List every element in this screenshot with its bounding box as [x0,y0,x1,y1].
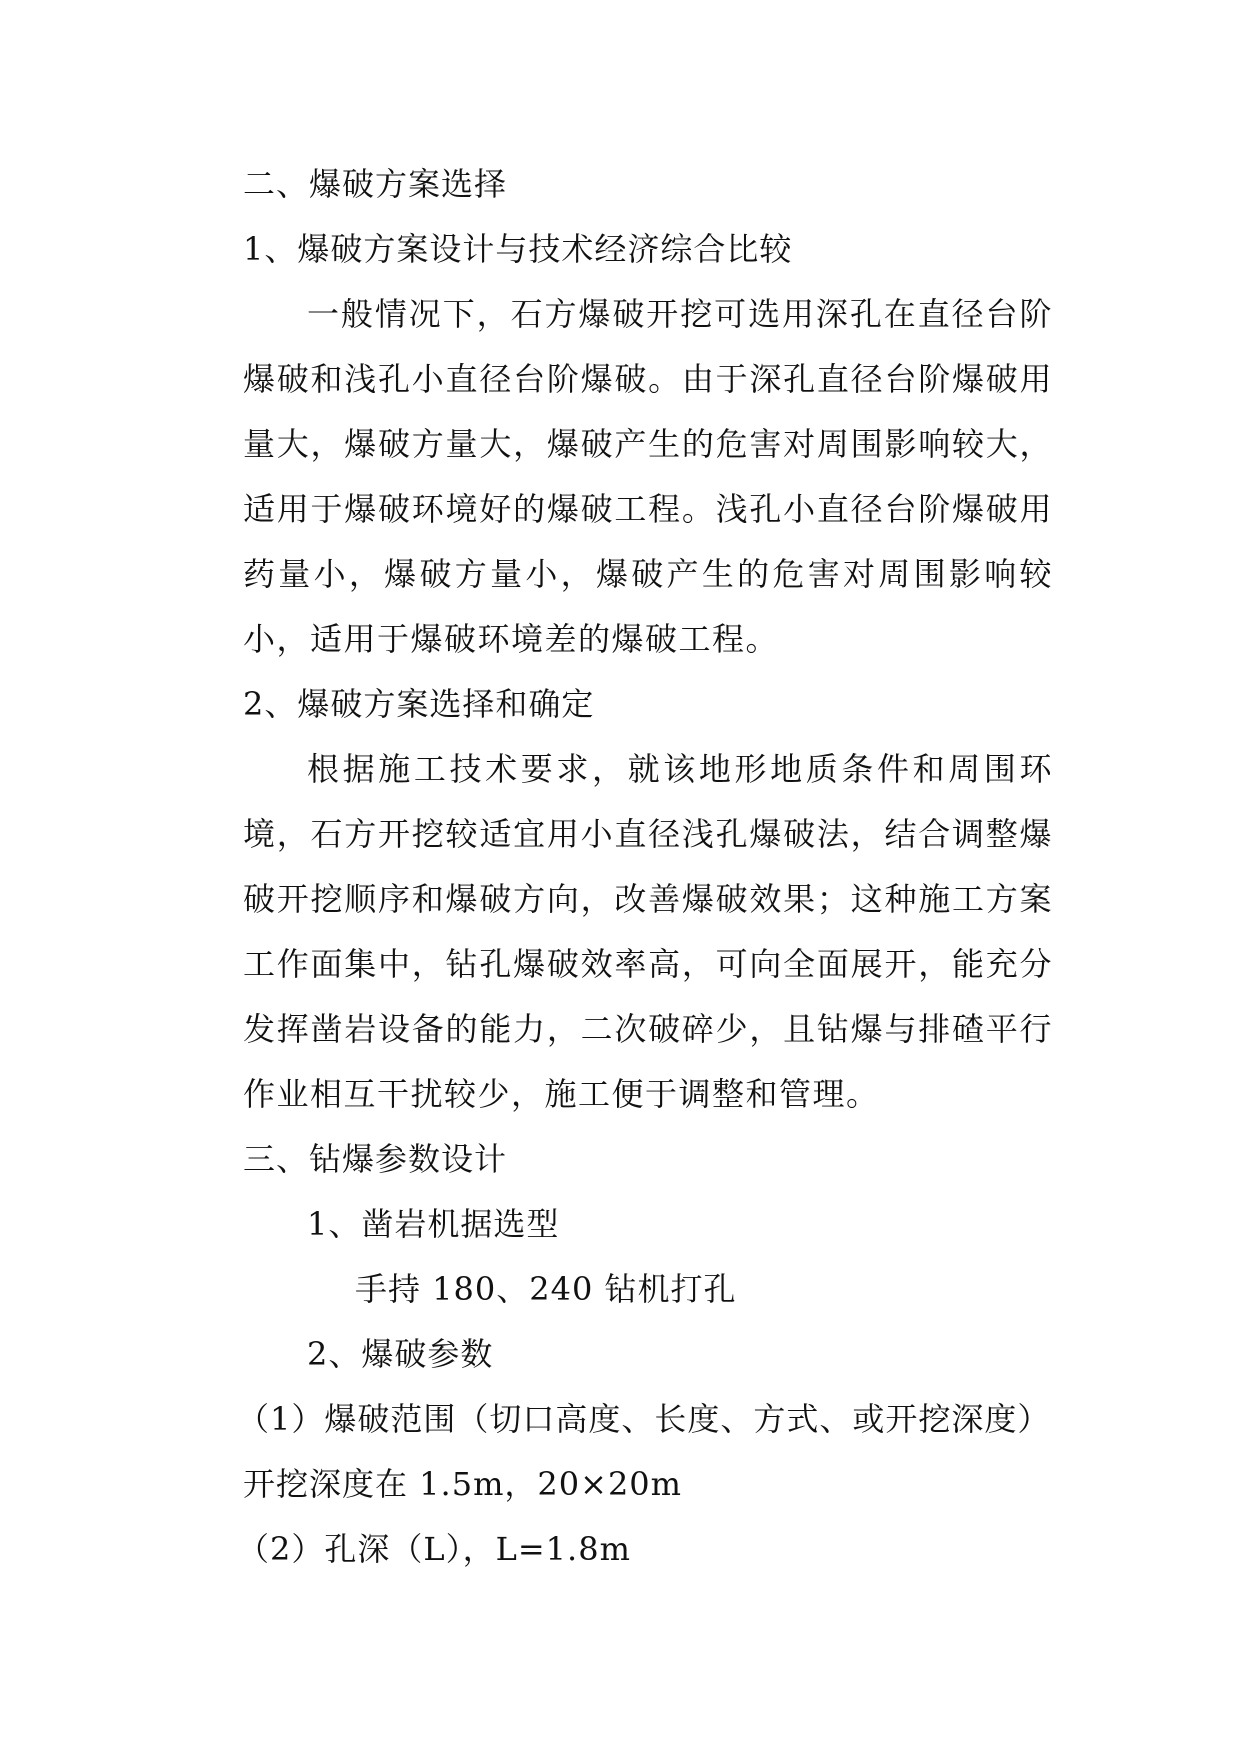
item-heading-blasting-params: 2、爆破参数 [307,1335,494,1373]
param-text-excavation-depth: 开挖深度在 1.5m，20×20m [243,1465,683,1503]
param-text-hole-depth: （2）孔深（L），L=1.8m [237,1530,631,1568]
subsection-heading-comparison: 1、爆破方案设计与技术经济综合比较 [243,230,793,268]
subsection-heading-selection: 2、爆破方案选择和确定 [243,685,595,723]
item-text-drill-selection: 手持 180、240 钻机打孔 [355,1270,737,1308]
paragraph-selection: 根据施工技术要求，就该地形地质条件和周围环境，石方开挖较适宜用小直径浅孔爆破法，结合调整爆破开挖顺序和爆破方向，改善爆破效果；这种施工方案工作面集中，钻孔爆破效率高，可向全面展开，能充分发挥凿岩设备的能力，二次破碎少，且钻爆与排碴平行作业相互干扰较少，施工便于调整和管理。 [243,750,1053,1113]
section-heading-drilling-params: 三、钻爆参数设计 [243,1140,508,1178]
item-heading-drill-selection: 1、凿岩机据选型 [307,1205,560,1243]
document-body [237,152,1053,1582]
section-heading-blasting-plan: 二、爆破方案选择 [243,165,508,203]
paragraph-comparison: 一般情况下，石方爆破开挖可选用深孔在直径台阶爆破和浅孔小直径台阶爆破。由于深孔直径台阶爆破用量大，爆破方量大，爆破产生的危害对周围影响较大，适用于爆破环境好的爆破工程。浅孔小直径台阶爆破用药量小，爆破方量小，爆破产生的危害对周围影响较小，适用于爆破环境差的爆破工程。 [243,295,1053,658]
param-heading-blasting-range: （1）爆破范围（切口高度、长度、方式、或开挖深度） [237,1400,1051,1438]
